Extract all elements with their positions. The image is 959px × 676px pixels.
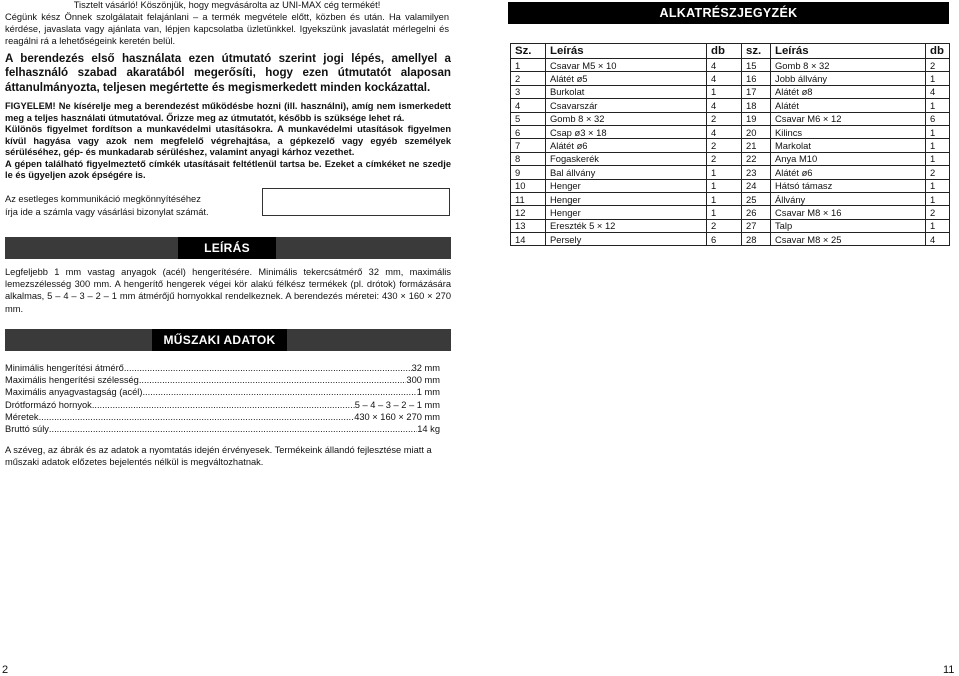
table-cell: 2 — [707, 152, 742, 165]
description-title: LEÍRÁS — [178, 237, 276, 259]
table-cell: 1 — [707, 206, 742, 219]
table-cell: 21 — [742, 139, 771, 152]
intro-text — [5, 0, 449, 48]
table-cell: Alátét ø6 — [546, 139, 707, 152]
tech-row: Bruttó súly ..... 14 kg — [5, 423, 440, 435]
table-cell: Csavar M6 × 12 — [771, 112, 926, 125]
table-cell: 16 — [742, 72, 771, 85]
tech-row: Maximális hengerítési szélesség ..... 300 mm — [5, 374, 440, 386]
col-header-qty: db — [707, 44, 742, 59]
table-cell: 2 — [707, 219, 742, 232]
legal-warning-heading: A berendezés első használata ezen útmutató szerint jogi lépés, amellyel a felhasználó szabad akaratából megerősíti, hogy ezen útmutatót alaposan áttanulmányozta, teljesen megértette és megismerkedett minden kockázattal. — [5, 52, 451, 94]
tech-row: Maximális anyagvastagság (acél) ..... 1 mm — [5, 386, 440, 398]
table-cell: 4 — [707, 99, 742, 112]
table-cell: 12 — [511, 206, 546, 219]
table-cell: 28 — [742, 233, 771, 246]
table-cell: 2 — [926, 166, 950, 179]
communication-line-1: Az esetleges kommunikáció megkönnyítéséhez — [5, 194, 201, 204]
table-cell: 3 — [511, 85, 546, 98]
invoice-number-box[interactable] — [262, 188, 450, 216]
table-cell: 1 — [926, 152, 950, 165]
col-header-no-2: sz. — [742, 44, 771, 59]
table-cell: 7 — [511, 139, 546, 152]
footer-note: A széveg, az ábrák és az adatok a nyomtatás idején érvényesek. Termékeink állandó fejlesztése miatt a műszaki adatok előzetes bejelentés nélkül is megváltozhatnak. — [5, 445, 432, 468]
table-cell: Csavar M5 × 10 — [546, 59, 707, 72]
table-row — [511, 166, 950, 179]
table-cell: 11 — [511, 192, 546, 205]
table-cell: Gomb 8 × 32 — [546, 112, 707, 125]
table-cell: 1 — [926, 99, 950, 112]
intro-paragraph: Cégünk kész Önnek szolgálatait felajánlani – a termék megvétele előtt, közben és után. Ha valamilyen kérdése, javaslata vagy ajánlata van, lépjen kapcsolatba üzletünkkel. Igyekszünk javaslatát mérlegelni és reagálni rá a lehetőségeink keretén belül. — [5, 11, 449, 46]
table-cell: 4 — [707, 59, 742, 72]
page-number-left: 2 — [2, 664, 9, 676]
table-cell: 1 — [926, 125, 950, 138]
communication-note — [5, 193, 255, 218]
table-cell: 24 — [742, 179, 771, 192]
table-cell: Alátét — [771, 99, 926, 112]
table-cell: 15 — [742, 59, 771, 72]
table-cell: 4 — [926, 85, 950, 98]
tech-title: MŰSZAKI ADATOK — [152, 329, 287, 351]
table-cell: 14 — [511, 233, 546, 246]
table-cell: 22 — [742, 152, 771, 165]
table-cell: 23 — [742, 166, 771, 179]
col-header-qty-2: db — [926, 44, 950, 59]
table-cell: 20 — [742, 125, 771, 138]
table-cell: 6 — [707, 233, 742, 246]
description-bar — [5, 237, 451, 259]
table-cell: 5 — [511, 112, 546, 125]
col-header-no: Sz. — [511, 44, 546, 59]
table-cell: Jobb állvány — [771, 72, 926, 85]
table-cell: 18 — [742, 99, 771, 112]
table-cell: 17 — [742, 85, 771, 98]
table-cell: 1 — [926, 219, 950, 232]
col-header-desc-2: Leírás — [771, 44, 926, 59]
table-cell: Anya M10 — [771, 152, 926, 165]
table-cell: 1 — [511, 59, 546, 72]
parts-header-row — [511, 44, 950, 59]
table-cell: Alátét ø5 — [546, 72, 707, 85]
table-cell: Hátsó támasz — [771, 179, 926, 192]
table-cell: Csavar M8 × 16 — [771, 206, 926, 219]
table-cell: 1 — [707, 166, 742, 179]
table-row — [511, 192, 950, 205]
warning-block — [5, 101, 451, 182]
table-cell: Ereszték 5 × 12 — [546, 219, 707, 232]
safety-text-1: Különös figyelmet fordítson a munkavédelmi utasításokra. A munkavédelmi utasítások figyelmen kívül hagyása vagy azok nem megfelelő végrehajtása, a gépkezelő vagy egyéb személyek sérüléséhez, gép- és munkadarab sérüléshez, valamint anyagi kárhoz vezethet. — [5, 124, 451, 157]
table-cell: 27 — [742, 219, 771, 232]
table-row — [511, 99, 950, 112]
table-cell: 2 — [511, 72, 546, 85]
table-cell: 2 — [926, 206, 950, 219]
table-row — [511, 233, 950, 246]
communication-line-2: írja ide a számla vagy vásárlási bizonylat számát. — [5, 206, 209, 217]
table-cell: 1 — [926, 192, 950, 205]
table-cell: Talp — [771, 219, 926, 232]
table-cell: 1 — [707, 85, 742, 98]
table-row — [511, 59, 950, 72]
table-row — [511, 139, 950, 152]
greeting: Tisztelt vásárló! Köszönjük, hogy megvásárolta az UNI-MAX cég termékét! — [73, 0, 381, 10]
table-cell: 2 — [707, 139, 742, 152]
table-cell: 9 — [511, 166, 546, 179]
tech-spec-list — [5, 362, 440, 435]
table-cell: Bal állvány — [546, 166, 707, 179]
page-number-right: 11 — [943, 664, 955, 676]
tech-row: Minimális hengerítési átmérő ..... 32 mm — [5, 362, 440, 374]
table-row — [511, 85, 950, 98]
figyelem-text: FIGYELEM! Ne kísérelje meg a berendezést működésbe hozni (ill. használni), amíg nem ismerkedett meg a teljes használati útmutatóval. Őrizze meg az útmutatót, később is szüksége lehet rá. — [5, 101, 451, 123]
table-row — [511, 72, 950, 85]
table-cell: Markolat — [771, 139, 926, 152]
col-header-desc: Leírás — [546, 44, 707, 59]
table-cell: 6 — [511, 125, 546, 138]
tech-row: Méretek ..... 430 × 160 × 270 mm — [5, 411, 440, 423]
table-cell: 2 — [707, 112, 742, 125]
safety-text-2: A gépen található figyelmeztető címkék utasításait feltétlenül tartsa be. Ezeket a címkéket ne szedje le és ügyeljen azok épségére is. — [5, 158, 451, 180]
table-cell: 1 — [707, 179, 742, 192]
parts-table — [510, 43, 950, 246]
table-cell: Kilincs — [771, 125, 926, 138]
table-cell: Burkolat — [546, 85, 707, 98]
table-cell: 19 — [742, 112, 771, 125]
table-row — [511, 206, 950, 219]
table-row — [511, 112, 950, 125]
table-cell: 6 — [926, 112, 950, 125]
table-row — [511, 152, 950, 165]
table-cell: Alátét ø8 — [771, 85, 926, 98]
table-cell: Csavar M8 × 25 — [771, 233, 926, 246]
description-text: Legfeljebb 1 mm vastag anyagok (acél) hengerítésére. Minimális tekercsátmérő 32 mm, maximális lemezszélesség 300 mm. A hengerítő hengerek végei kör alakú félkész termékek (pl. drótok) formázására alkalmas, 5 – 4 – 3 – 2 – 1 mm átmérőjű hornyokkal rendelkeznek. A berendezés méretei: 430 × 160 × 270 mm. — [5, 267, 451, 314]
tech-bar — [5, 329, 451, 351]
table-cell: Állvány — [771, 192, 926, 205]
parts-list-title: ALKATRÉSZJEGYZÉK — [508, 2, 949, 24]
table-row — [511, 179, 950, 192]
table-row — [511, 219, 950, 232]
table-cell: Fogaskerék — [546, 152, 707, 165]
table-cell: Alátét ø6 — [771, 166, 926, 179]
table-cell: 26 — [742, 206, 771, 219]
table-cell: 1 — [926, 139, 950, 152]
table-cell: Csavarszár — [546, 99, 707, 112]
table-cell: Henger — [546, 179, 707, 192]
table-cell: Gomb 8 × 32 — [771, 59, 926, 72]
table-cell: 2 — [926, 59, 950, 72]
table-cell: 4 — [707, 72, 742, 85]
table-cell: Henger — [546, 206, 707, 219]
table-cell: 4 — [926, 233, 950, 246]
table-cell: 4 — [511, 99, 546, 112]
table-cell: 1 — [707, 192, 742, 205]
table-cell: 10 — [511, 179, 546, 192]
table-cell: Henger — [546, 192, 707, 205]
tech-row: Drótformázó hornyok ..... 5 – 4 – 3 – 2 – 1 mm — [5, 399, 440, 411]
table-cell: Csap ø3 × 18 — [546, 125, 707, 138]
table-cell: 1 — [926, 179, 950, 192]
table-cell: 13 — [511, 219, 546, 232]
table-row — [511, 125, 950, 138]
table-cell: 25 — [742, 192, 771, 205]
table-cell: 1 — [926, 72, 950, 85]
table-cell: 8 — [511, 152, 546, 165]
table-cell: Persely — [546, 233, 707, 246]
table-cell: 4 — [707, 125, 742, 138]
